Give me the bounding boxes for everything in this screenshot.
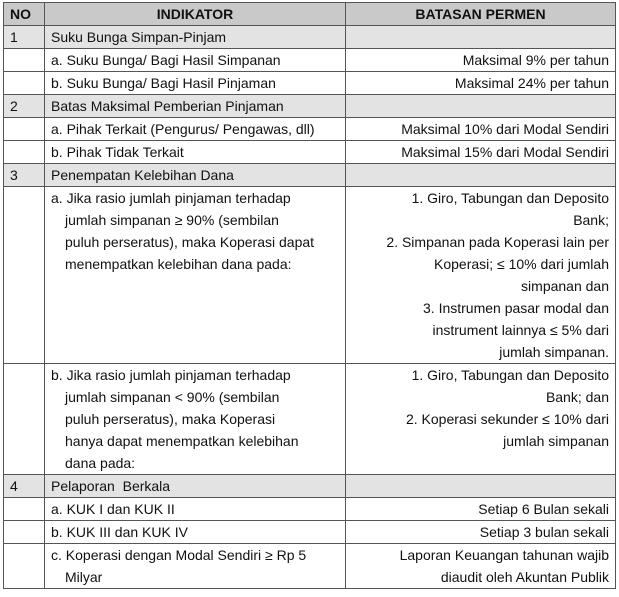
batasan-cell bbox=[346, 187, 616, 364]
indikator-cell: b. Suku Bunga/ Bagi Hasil Pinjaman bbox=[45, 72, 346, 95]
indikator-line: c. Koperasi dengan Modal Sendiri ≥ Rp 5 bbox=[51, 547, 307, 563]
header-indikator: INDIKATOR bbox=[45, 3, 346, 26]
batasan-line: 1. Giro, Tabungan dan Deposito bbox=[411, 190, 609, 206]
indikator-cell: b. Pihak Tidak Terkait bbox=[45, 141, 346, 164]
indikator-line: puluh perseratus), maka Koperasi dapat bbox=[65, 234, 315, 250]
header-no: NO bbox=[4, 3, 45, 26]
batasan-line: Koperasi; ≤ 10% dari jumlah bbox=[434, 256, 609, 272]
batasan-line: Laporan Keuangan tahunan wajib bbox=[399, 547, 609, 563]
batasan-line: 1. Giro, Tabungan dan Deposito bbox=[411, 367, 609, 383]
header-batasan: BATASAN PERMEN bbox=[346, 3, 616, 26]
section-number: 1 bbox=[4, 26, 45, 49]
section-empty-cell bbox=[346, 475, 616, 498]
table-row bbox=[4, 118, 616, 141]
header-row bbox=[4, 3, 616, 26]
empty-no-cell bbox=[4, 521, 45, 544]
indikator-line: hanya dapat menempatkan kelebihan bbox=[65, 433, 299, 449]
batasan-line: diaudit oleh Akuntan Publik bbox=[440, 569, 609, 585]
indikator-line: menempatkan kelebihan dana pada: bbox=[65, 256, 292, 272]
batasan-cell bbox=[346, 364, 616, 475]
indikator-cell bbox=[45, 544, 346, 589]
indikator-cell: a. Suku Bunga/ Bagi Hasil Simpanan bbox=[45, 49, 346, 72]
batasan-cell: Maksimal 10% dari Modal Sendiri bbox=[346, 118, 616, 141]
section-empty-cell bbox=[346, 26, 616, 49]
table-row bbox=[4, 544, 616, 589]
indikator-line: a. Jika rasio jumlah pinjaman terhadap bbox=[51, 190, 291, 206]
empty-no-cell bbox=[4, 187, 45, 364]
indikator-line: dana pada: bbox=[65, 455, 136, 471]
batasan-line: Bank; dan bbox=[545, 389, 609, 405]
section-title: Penempatan Kelebihan Dana bbox=[45, 164, 346, 187]
section-row bbox=[4, 475, 616, 498]
batasan-cell: Maksimal 15% dari Modal Sendiri bbox=[346, 141, 616, 164]
section-row bbox=[4, 95, 616, 118]
indikator-line: jumlah simpanan ≥ 90% (sembilan bbox=[65, 212, 279, 228]
section-row bbox=[4, 164, 616, 187]
empty-no-cell bbox=[4, 49, 45, 72]
section-title: Batas Maksimal Pemberian Pinjaman bbox=[45, 95, 346, 118]
section-empty-cell bbox=[346, 95, 616, 118]
batasan-cell bbox=[346, 544, 616, 589]
indikator-cell: a. KUK I dan KUK II bbox=[45, 498, 346, 521]
section-number: 3 bbox=[4, 164, 45, 187]
section-row bbox=[4, 26, 616, 49]
empty-no-cell bbox=[4, 72, 45, 95]
batasan-line: 2. Simpanan pada Koperasi lain per bbox=[386, 234, 609, 250]
batasan-cell: Setiap 6 Bulan sekali bbox=[346, 498, 616, 521]
batasan-line: jumlah simpanan. bbox=[499, 344, 609, 360]
batasan-line: instrument lainnya ≤ 5% dari bbox=[432, 322, 609, 338]
table-row bbox=[4, 72, 616, 95]
table-row bbox=[4, 364, 616, 475]
indikator-line: jumlah simpanan < 90% (sembilan bbox=[65, 389, 280, 405]
batasan-cell: Maksimal 9% per tahun bbox=[346, 49, 616, 72]
empty-no-cell bbox=[4, 364, 45, 475]
indikator-cell: a. Pihak Terkait (Pengurus/ Pengawas, dll) bbox=[45, 118, 346, 141]
indikator-line: Milyar bbox=[65, 569, 103, 585]
table-row bbox=[4, 141, 616, 164]
batasan-line: Bank; bbox=[573, 212, 609, 228]
empty-no-cell bbox=[4, 141, 45, 164]
table-row bbox=[4, 521, 616, 544]
section-title: Pelaporan Berkala bbox=[45, 475, 346, 498]
batasan-cell: Setiap 3 bulan sekali bbox=[346, 521, 616, 544]
section-title: Suku Bunga Simpan-Pinjam bbox=[45, 26, 346, 49]
table-row bbox=[4, 498, 616, 521]
indikator-line: b. Jika rasio jumlah pinjaman terhadap bbox=[51, 367, 291, 383]
table-row bbox=[4, 49, 616, 72]
batasan-line: simpanan dan bbox=[521, 278, 609, 294]
indikator-line: puluh perseratus), maka Koperasi bbox=[65, 411, 276, 427]
empty-no-cell bbox=[4, 544, 45, 589]
indikator-cell bbox=[45, 187, 346, 364]
empty-no-cell bbox=[4, 498, 45, 521]
indikator-cell: b. KUK III dan KUK IV bbox=[45, 521, 346, 544]
batasan-line: 2. Koperasi sekunder ≤ 10% dari bbox=[405, 411, 609, 427]
section-number: 4 bbox=[4, 475, 45, 498]
table-row bbox=[4, 187, 616, 364]
regulation-table bbox=[3, 2, 616, 589]
batasan-line: 3. Instrumen pasar modal dan bbox=[423, 300, 609, 316]
empty-no-cell bbox=[4, 118, 45, 141]
section-empty-cell bbox=[346, 164, 616, 187]
batasan-cell: Maksimal 24% per tahun bbox=[346, 72, 616, 95]
section-number: 2 bbox=[4, 95, 45, 118]
indikator-cell bbox=[45, 364, 346, 475]
batasan-line: jumlah simpanan bbox=[503, 433, 609, 449]
